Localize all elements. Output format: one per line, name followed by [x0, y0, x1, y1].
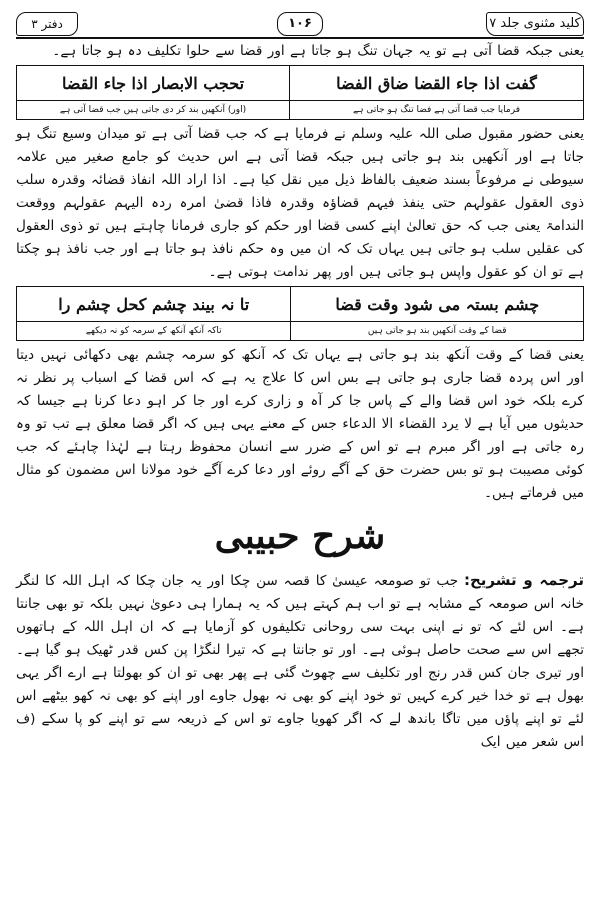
verse-2-right-translation: قضا کے وقت آنکھیں بند ہو جاتی ہیں — [291, 322, 584, 341]
verse-2-left: تا نہ بیند چشم کحل چشم را — [17, 287, 291, 322]
section-title: شرح حبیبی — [214, 515, 386, 557]
page-header — [16, 10, 584, 40]
verse-1-right: گفت اذا جاء القضا ضاق الفضا — [290, 66, 584, 101]
verse-2-right: چشم بستہ می شود وقت قضا — [291, 287, 584, 322]
verse-1-left: تحجب الابصار اذا جاء القضا — [17, 66, 290, 101]
commentary-lead: ترجمہ و تشریح: — [463, 571, 584, 589]
section-label: دفتر ۳ — [16, 12, 78, 36]
page-number: ۱۰۶ — [277, 12, 323, 36]
verse-table-1 — [16, 65, 584, 120]
section-heading — [16, 513, 584, 559]
intro-paragraph: یعنی جبکہ قضا آتی ہے تو یہ جہان تنگ ہو جاتا ہے اور قضا سے حلوا تکلیف دہ ہو جاتا ہے۔ — [52, 43, 584, 59]
hadith-paragraph: یعنی حضور مقبول صلی اللہ علیہ وسلم نے فرمایا ہے کہ جب قضا آتی ہے تو میدان وسیع تنگ ہو جاتا ہے اور آنکھیں بند ہو جاتی ہیں جبکہ قضا آتی ہے اس حدیث کو جامع صغیر میں علامہ سیوطی نے مرفوعاً بسند ضعیف بالفاظ ذیل میں نقل کیا ہے۔ اذا اراد اللہ انفاذ قضائہ وقدرہ سلب ذوی العقول عقولہم حتی ینفذ فیہم قضاؤہ وقدرہ فاذا قضیٰ امرہ ردہ الیہم عقولہم ووقعت الندامۃ یعنی جب کہ حق تعالیٰ اپنے کسی قضا اور حکم کو جاری فرمانا چاہتے ہیں تو ذوی العقول کی عقلیں سلب ہو جاتی ہیں یہاں تک کہ ان میں وہ حکم نافذ ہو جاتا ہے اور جب نافذ ہو چکتا ہے تو ان کو عقول واپس ہو جاتی ہیں اور پھر ندامت ہوتی ہے۔ — [16, 126, 584, 280]
book-title: کلید مثنوی جلد ۷ — [486, 12, 584, 36]
verse-2-left-translation: تاکہ آنکھ آنکھ کے سرمہ کو نہ دیکھے — [17, 322, 291, 341]
verse-table-2 — [16, 286, 584, 341]
explanation-paragraph: یعنی قضا کے وقت آنکھ بند ہو جاتی ہے یہاں تک کہ آنکھ کو سرمہ چشم بھی دکھائی نہیں دیتا اور اس پردہ قضا جاری ہو جاتی ہے بس اس کا علاج یہ ہے کہ اس قضا کے اسباب پر نظر نہ کرے بلکہ خود اس قضا والے کے پاس جا کر آہ و زاری کرے اور جا کر اہو دعا کرنا ہے جیسا کہ حدیثوں میں آیا ہے لا یرد القضاء الا الدعاء جس کے معنے یہی ہیں کہ اگر قضا معلق ہے تب تو وہ رہ جاتی ہے اور اگر مبرم ہے تو اس کے ضرر سے انسان محفوظ رہتا ہے لہٰذا چاہئے کہ جب کوئی مصیبت ہو تو بس حضرت حق کے آگے روئے اور دعا کرے آگے خود مولانا اس مضمون کو مثال میں فرماتے ہیں۔ — [16, 347, 584, 501]
commentary-text: جب تو صومعہ عیسیٰ کا قصہ سن چکا اور یہ جان چکا کہ اہل اللہ کا لنگر خانہ اس صومعہ کے مشابہ ہے تو اب ہم کہتے ہیں کہ یہ ہمارا ہی دعویٰ نہیں بلکہ تو بھی جانتا ہے۔ اس لئے کہ تو نے اپنی بہت سی روحانی تکلیفوں کو آزمایا ہے کہ ان اہل اللہ کے ہاتھوں تجھے اس سے صحت حاصل ہوئی ہے۔ اور تو جانتا ہے کہ تیرا لنگڑا پن کس قدر ٹھیک ہو گیا ہے۔ اور تیری جان کس قدر رنج اور تکلیف سے چھوٹ گئی ہے پھر بھی تو ان کو بھولتا ہے ارے اگر یہی بھول ہے تو خدا خیر کرے کہیں تو خود اپنے کو بھی نہ بھول جاوے اور اپنے کو بھی نہ کھو بیٹھے اس لئے تو اپنے پاؤں میں تاگا باندھ لے کہ اگر کھویا جاوے تو اس کے ذریعہ سے تو اپنے کو پا سکے (ف اس شعر میں ایک — [16, 573, 584, 750]
commentary-paragraph — [16, 569, 584, 754]
verse-1-left-translation: (اور) آنکھیں بند کر دی جاتی ہیں جب قضا آتی ہے — [17, 101, 290, 120]
header-divider — [16, 37, 584, 39]
verse-1-right-translation: فرمایا جب قضا آتی ہے فضا تنگ ہو جاتی ہے — [290, 101, 584, 120]
